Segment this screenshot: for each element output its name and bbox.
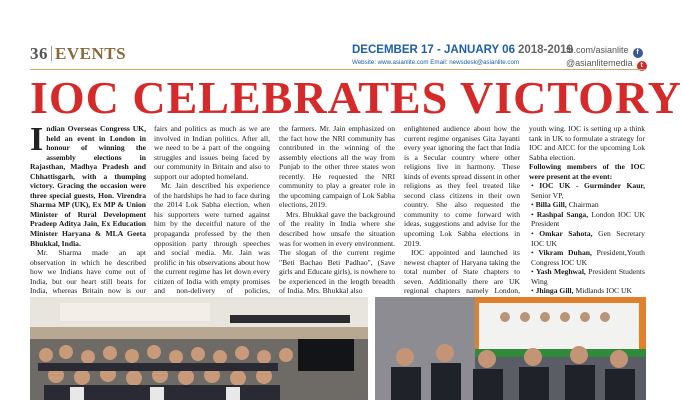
date-range: DECEMBER 17 - JANUARY 06 <box>352 44 515 56</box>
photo-strip <box>30 297 646 400</box>
page-number-section <box>30 44 126 64</box>
member-role: President,Youth Congress IOC UK <box>531 248 645 267</box>
paragraph: Mrs. Bhukkal gave the background of the reality in India where she described how unsafe the situation was for women in every environment. The slogan of the current regime "Beti Bachao Beti Padhao", (Save girls and Educate girls), is nowhere to be experienced in the length breadth of India. Mrs. Bhukkal also <box>279 209 395 296</box>
member-item: • IOC UK - Gurminder Kaur, Senior VP, <box>531 181 646 200</box>
page-number: 36 <box>30 44 48 63</box>
section-name: EVENTS <box>55 44 127 63</box>
issue-dates <box>352 44 573 56</box>
member-role: Midlands IOC UK <box>575 286 632 296</box>
group-photo-guests <box>375 297 646 400</box>
lead-paragraph: ndian Overseas Congress UK, held an event in London in honour of winning the assembly elections in Rajasthan, Madhya Pradesh and Chhattisgarh, with a thumping victory. Gracing the occasion were three special guests, Hon. Virendra Sharma MP (UK), Ex MP & Union Minister of Rural Development Pradeep Aditya Jain, Ex Education Minister Haryana & MLA Geeta Bhukkal, India. <box>30 124 146 248</box>
article-body <box>30 121 646 296</box>
facebook-row <box>566 44 647 57</box>
paragraph: Mr. Sharma made an apt observation in which he described how we Indians have come out of India, but our heart still beats for India, whereas Britain now is our <box>30 248 146 296</box>
member-item: • Omkar Sahota, Gen Secretary IOC UK <box>531 229 645 248</box>
twitter-link[interactable]: @asianlitemedia <box>566 58 633 68</box>
member-role: President Students Wing <box>531 267 645 286</box>
event-hall-photo-image <box>30 297 368 400</box>
member-item: • Vikram Duhan, President,Youth Congress IOC UK <box>531 248 645 267</box>
member-item: • Jhinga Gill, Midlands IOC UK <box>531 286 632 296</box>
header-rule <box>30 69 645 70</box>
paragraph: fairs and politics as much as we are involved in Indian politics. After all, we need to be a part of the ongoing struggles and issues being faced by our community in Britain and also to support our adopted homeland. <box>154 124 270 181</box>
contact-line: Website: www.asianlite.com Email: newsdesk@asianlite.com <box>352 59 520 66</box>
member-role: London IOC UK President <box>531 209 645 229</box>
member-role: Chairman <box>568 200 599 210</box>
members-heading: Following members of the IOC were present at the event: <box>529 162 645 181</box>
paragraph: the farmers. Mr. Jain emphasized on the fact how the NRI community has contributed in the winning of the assembly elections all the way from Punjab to the other three states won recently. He requested the NRI community to play a greater role in the upcoming campaign of Lok Sabha elections, 2019. <box>279 124 395 210</box>
paragraph: youth wing. IOC is setting up a think tank in UK to formulate a strategy for IOC and AICC for the upcoming Lok Sabha election. <box>529 124 645 162</box>
member-name: Yash Meghwal, <box>536 267 586 277</box>
member-name: Rashpal Sanga, <box>536 209 589 219</box>
article-column-3 <box>279 124 395 296</box>
article-column-2 <box>154 124 270 296</box>
member-name: Jhinga Gill, <box>535 286 574 296</box>
paragraph: Mr. Jain described his experience of the hardships he had to face during the 2014 Lok Sabha election, when his supporters were turned against him by the deceitful nature of the propaganda professed by the then opposition party through speeches and social media. Mr. Jain was prolific in his observations about how the current regime has let down every citizen of India with empty promises and non-delivery of policies, <box>154 181 270 296</box>
member-name: IOC UK - Gurminder Kaur, <box>539 181 646 191</box>
facebook-icon: f <box>633 48 643 58</box>
article-column-1 <box>30 121 146 296</box>
drop-cap: I <box>30 121 44 158</box>
twitter-icon: t <box>637 61 647 71</box>
group-photo-event-hall <box>30 297 368 400</box>
member-item: • Billa Gill, Chairman <box>531 200 599 210</box>
member-role: Senior VP, <box>531 190 564 200</box>
member-name: Vikram Duhan, <box>538 248 592 258</box>
member-item: • Rashpal Sanga, London IOC UK President <box>531 209 645 229</box>
header-divider <box>51 46 52 61</box>
member-name: Omkar Sahota, <box>539 229 593 239</box>
article-headline: IOC CELEBRATES VICTORY <box>30 72 682 123</box>
member-role: Gen Secretary IOC UK <box>531 229 645 248</box>
guests-photo-image <box>375 297 646 400</box>
facebook-link[interactable]: fb.com/asianlite <box>566 45 629 55</box>
social-links <box>566 44 647 70</box>
paragraph: IOC appointed and launched its newest chapter of Haryana taking the total number of State chapters to seven. Additionally there are UK regional chapters namely London, <box>404 248 520 296</box>
paragraph: enlightened audience about how the current regime organises Gita Jayanti every year ignoring the fact that India is a Secular country where other religions live in harmony. These kinds of events spread dissent in other religions as they feel treated like second class citizens in their own country. She also requested the community to come forward with ideas, suggestions and advise for the upcoming Lok Sabha elections in 2019. <box>404 124 520 248</box>
article-column-5 <box>529 124 646 296</box>
page-header <box>0 0 681 70</box>
article-column-4 <box>404 124 520 296</box>
member-name: Billa Gill, <box>535 200 567 210</box>
member-item: • Yash Meghwal, President Students Wing <box>531 267 645 286</box>
issue-year: 2018-2019 <box>517 44 573 56</box>
